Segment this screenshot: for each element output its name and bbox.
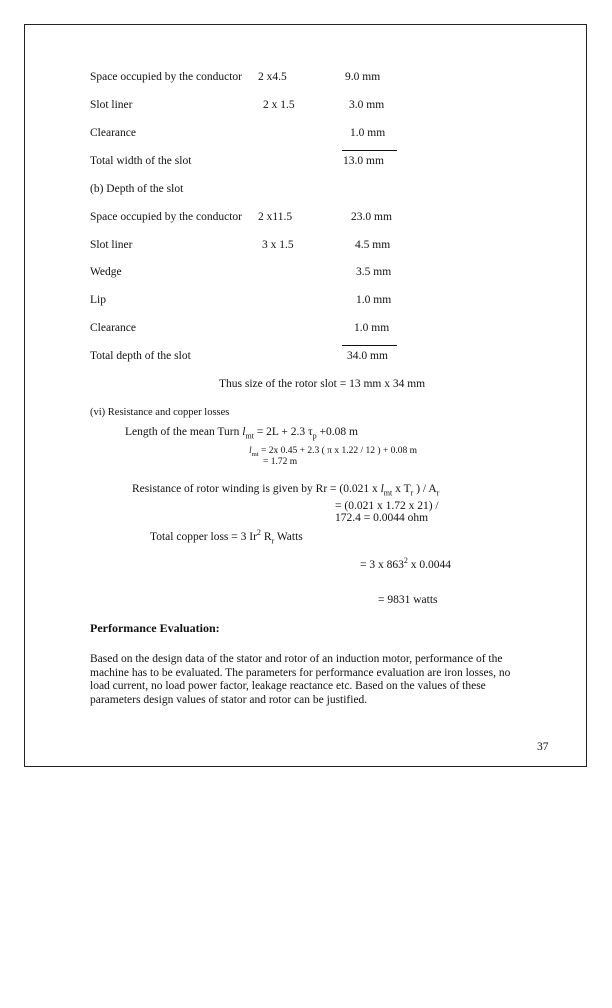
depth-heading: (b) Depth of the slot (90, 183, 184, 195)
width-row-clearance-value: 1.0 mm (350, 127, 386, 139)
width-row-liner-label: Slot liner (90, 99, 133, 111)
width-total-label: Total width of the slot (90, 155, 192, 167)
depth-row-liner-value: 4.5 mm (355, 239, 391, 251)
depth-total-label: Total depth of the slot (90, 350, 191, 362)
depth-row-clearance-label: Clearance (90, 322, 136, 334)
depth-row-liner-expr: 3 x 1.5 (262, 239, 294, 251)
mean-turn-formula: Length of the mean Turn $l_{mt} = 2L + 2.3$ $\tau_p +0.08$ m (125, 426, 358, 441)
width-row-clearance-label: Clearance (90, 127, 136, 139)
width-row-liner-expr: 2 x 1.5 (263, 99, 295, 111)
depth-row-wedge-value: 3.5 mm (356, 266, 392, 278)
resistance-calc-line1: = (0.021 x 1.72 x 21) / (335, 500, 439, 512)
depth-total-rule (342, 345, 397, 346)
mean-turn-calc-line1: $l_{mt} = 2x$ 0.45 + 2.3 ( π x 1.22 / 12 ) + 0.08 m (249, 446, 418, 458)
performance-paragraph: Based on the design data of the stator and rotor of an induction motor, performance of the machine has to be evaluated. The parameters for performance evaluation are iron losses, no load current, no load power factor, leakage reactance etc. Based on the values of these parameters design values of stator and rotor can be justified. (90, 653, 511, 706)
performance-heading: Performance Evaluation: (90, 621, 220, 635)
depth-total-value: 34.0 mm (347, 350, 388, 362)
width-row-conductor-label: Space occupied by the conductor (90, 71, 242, 83)
depth-row-conductor-label: Space occupied by the conductor (90, 211, 242, 223)
copper-loss-calc: = 3 x $863^2$ x 0.0044 (360, 556, 452, 571)
width-row-conductor-expr: 2 x4.5 (258, 71, 287, 83)
section-vi-heading: (vi) Resistance and copper losses (90, 407, 230, 418)
depth-row-lip-value: 1.0 mm (356, 294, 392, 306)
slot-size-statement: Thus size of the rotor slot = 13 mm x 34 mm (219, 378, 426, 390)
page-number: 37 (537, 741, 549, 753)
width-row-conductor-value: 9.0 mm (345, 71, 381, 83)
copper-loss-formula: Total copper loss = 3 Ir$^2$ $R_r$ Watts (150, 528, 303, 546)
resistance-formula: Resistance of rotor winding is given by Rr = (0.021 x $l_{mt}$ x $T_r$ ) / $A_r$ (132, 483, 440, 498)
depth-row-clearance-value: 1.0 mm (354, 322, 390, 334)
resistance-calc-line2: 172.4 = 0.0044 ohm (335, 512, 429, 524)
depth-row-conductor-value: 23.0 mm (351, 211, 392, 223)
depth-row-lip-label: Lip (90, 294, 106, 306)
depth-row-conductor-expr: 2 x11.5 (258, 211, 293, 223)
depth-row-liner-label: Slot liner (90, 239, 133, 251)
width-row-liner-value: 3.0 mm (349, 99, 385, 111)
mean-turn-calc-line2: = 1.72 m (263, 457, 298, 467)
copper-loss-result: = 9831 watts (378, 594, 438, 606)
depth-row-wedge-label: Wedge (90, 266, 122, 278)
width-total-value: 13.0 mm (343, 155, 384, 167)
width-total-rule (342, 150, 397, 151)
